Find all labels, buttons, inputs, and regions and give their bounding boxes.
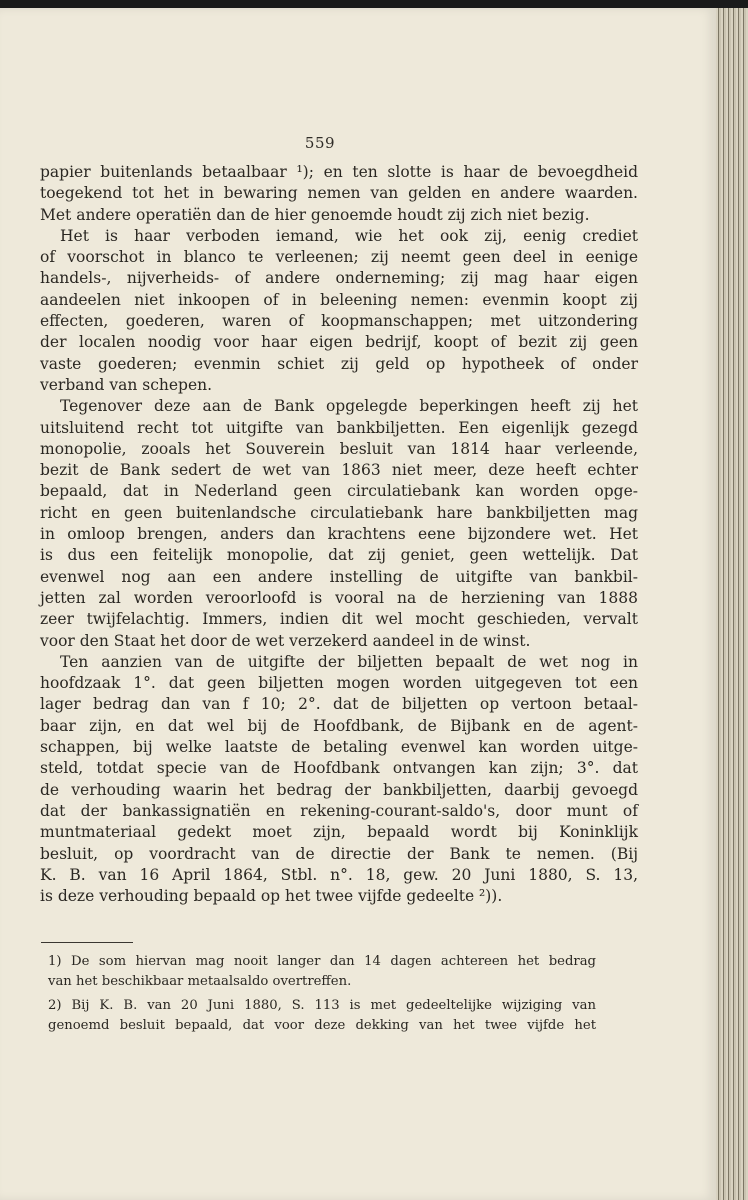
paragraph bbox=[40, 396, 638, 652]
text-line: Met andere operatiën dan de hier genoemde houdt zij zich niet bezig. bbox=[40, 205, 590, 224]
text-line: lager bedrag dan van f 10; 2°. dat de biljetten op vertoon betaal- bbox=[40, 695, 638, 714]
text-line: steld, totdat specie van de Hoofdbank ontvangen kan zijn; 3°. dat bbox=[40, 759, 638, 778]
text-line: is deze verhouding bepaald op het twee vijfde gedeelte ²)). bbox=[40, 887, 503, 906]
text-line: Het is haar verboden iemand, wie het ook zij, eenig crediet bbox=[60, 226, 638, 245]
text-line: bezit de Bank sedert de wet van 1863 niet meer, deze heeft echter bbox=[40, 461, 638, 480]
footnote bbox=[48, 952, 596, 992]
text-line: effecten, goederen, waren of koopmanschappen; met uitzondering bbox=[40, 312, 638, 331]
text-line: uitsluitend recht tot uitgifte van bankbiljetten. Een eigenlijk gezegd bbox=[40, 418, 638, 437]
paragraph bbox=[40, 226, 638, 396]
text-line: jetten zal worden veroorloofd is vooral na de herziening van 1888 bbox=[40, 588, 638, 607]
text-line: evenwel nog aan een andere instelling de uitgifte van bankbil- bbox=[40, 567, 638, 586]
text-line: dat der bankassignatiën en rekening-courant-saldo's, door munt of bbox=[40, 801, 638, 820]
footnote-line: van het beschikbaar metaalsaldo overtreffen. bbox=[48, 974, 352, 989]
text-line: Ten aanzien van de uitgifte der biljetten bepaalt de wet nog in bbox=[60, 652, 638, 671]
footnotes bbox=[48, 952, 596, 1040]
book-page bbox=[0, 8, 716, 1200]
text-line: de verhouding waarin het bedrag der bankbiljetten, daarbij gevoegd bbox=[40, 780, 638, 799]
body-text bbox=[40, 162, 638, 907]
text-line: toegekend tot het in bewaring nemen van gelden en andere waarden. bbox=[40, 184, 638, 203]
page-number: 559 bbox=[304, 134, 336, 152]
footnote-line: 2) Bij K. B. van 20 Juni 1880, S. 113 is met gedeeltelijke wijziging van bbox=[48, 998, 596, 1013]
footnote bbox=[48, 996, 596, 1036]
text-line: aandeelen niet inkoopen of in beleening nemen: evenmin koopt zij bbox=[40, 290, 638, 309]
paragraph bbox=[40, 652, 638, 908]
text-line: bepaald, dat in Nederland geen circulatiebank kan worden opge- bbox=[40, 482, 638, 501]
footnote-line: genoemd besluit bepaald, dat voor deze dekking van het twee vijfde het bbox=[48, 1018, 596, 1033]
text-line: verband van schepen. bbox=[40, 375, 213, 394]
text-line: zeer twijfelachtig. Immers, indien dit wel mocht geschieden, vervalt bbox=[40, 610, 638, 629]
text-line: in omloop brengen, anders dan krachtens eene bijzondere wet. Het bbox=[40, 525, 638, 544]
text-line: besluit, op voordracht van de directie der Bank te nemen. (Bij bbox=[40, 844, 638, 863]
footnote-divider bbox=[41, 942, 133, 943]
text-line: K. B. van 16 April 1864, Stbl. n°. 18, gew. 20 Juni 1880, S. 13, bbox=[40, 865, 638, 884]
text-line: is dus een feitelijk monopolie, dat zij geniet, geen wettelijk. Dat bbox=[40, 546, 638, 565]
text-line: vaste goederen; evenmin schiet zij geld op hypotheek of onder bbox=[40, 354, 638, 373]
page-edge-stack bbox=[716, 8, 748, 1200]
text-line: muntmateriaal gedekt moet zijn, bepaald wordt bij Koninklijk bbox=[40, 823, 638, 842]
footnote-line: 1) De som hiervan mag nooit langer dan 14 dagen achtereen het bedrag bbox=[48, 954, 596, 969]
text-line: of voorschot in blanco te verleenen; zij neemt geen deel in eenige bbox=[40, 248, 638, 267]
text-line: schappen, bij welke laatste de betaling evenwel kan worden uitge- bbox=[40, 738, 638, 757]
text-line: handels-, nijverheids- of andere onderneming; zij mag haar eigen bbox=[40, 269, 638, 288]
text-line: richt en geen buitenlandsche circulatiebank hare bankbiljetten mag bbox=[40, 503, 638, 522]
text-line: baar zijn, en dat wel bij de Hoofdbank, de Bijbank en de agent- bbox=[40, 716, 638, 735]
text-line: der localen noodig voor haar eigen bedrijf, koopt of bezit zij geen bbox=[40, 333, 638, 352]
paragraph bbox=[40, 162, 638, 226]
text-line: voor den Staat het door de wet verzekerd aandeel in de winst. bbox=[40, 631, 531, 650]
text-line: Tegenover deze aan de Bank opgelegde beperkingen heeft zij het bbox=[60, 397, 638, 416]
text-line: papier buitenlands betaalbaar ¹); en ten slotte is haar de bevoegdheid bbox=[40, 163, 638, 181]
text-line: hoofdzaak 1°. dat geen biljetten mogen worden uitgegeven tot een bbox=[40, 674, 638, 693]
text-line: monopolie, zooals het Souverein besluit van 1814 haar verleende, bbox=[40, 439, 638, 458]
